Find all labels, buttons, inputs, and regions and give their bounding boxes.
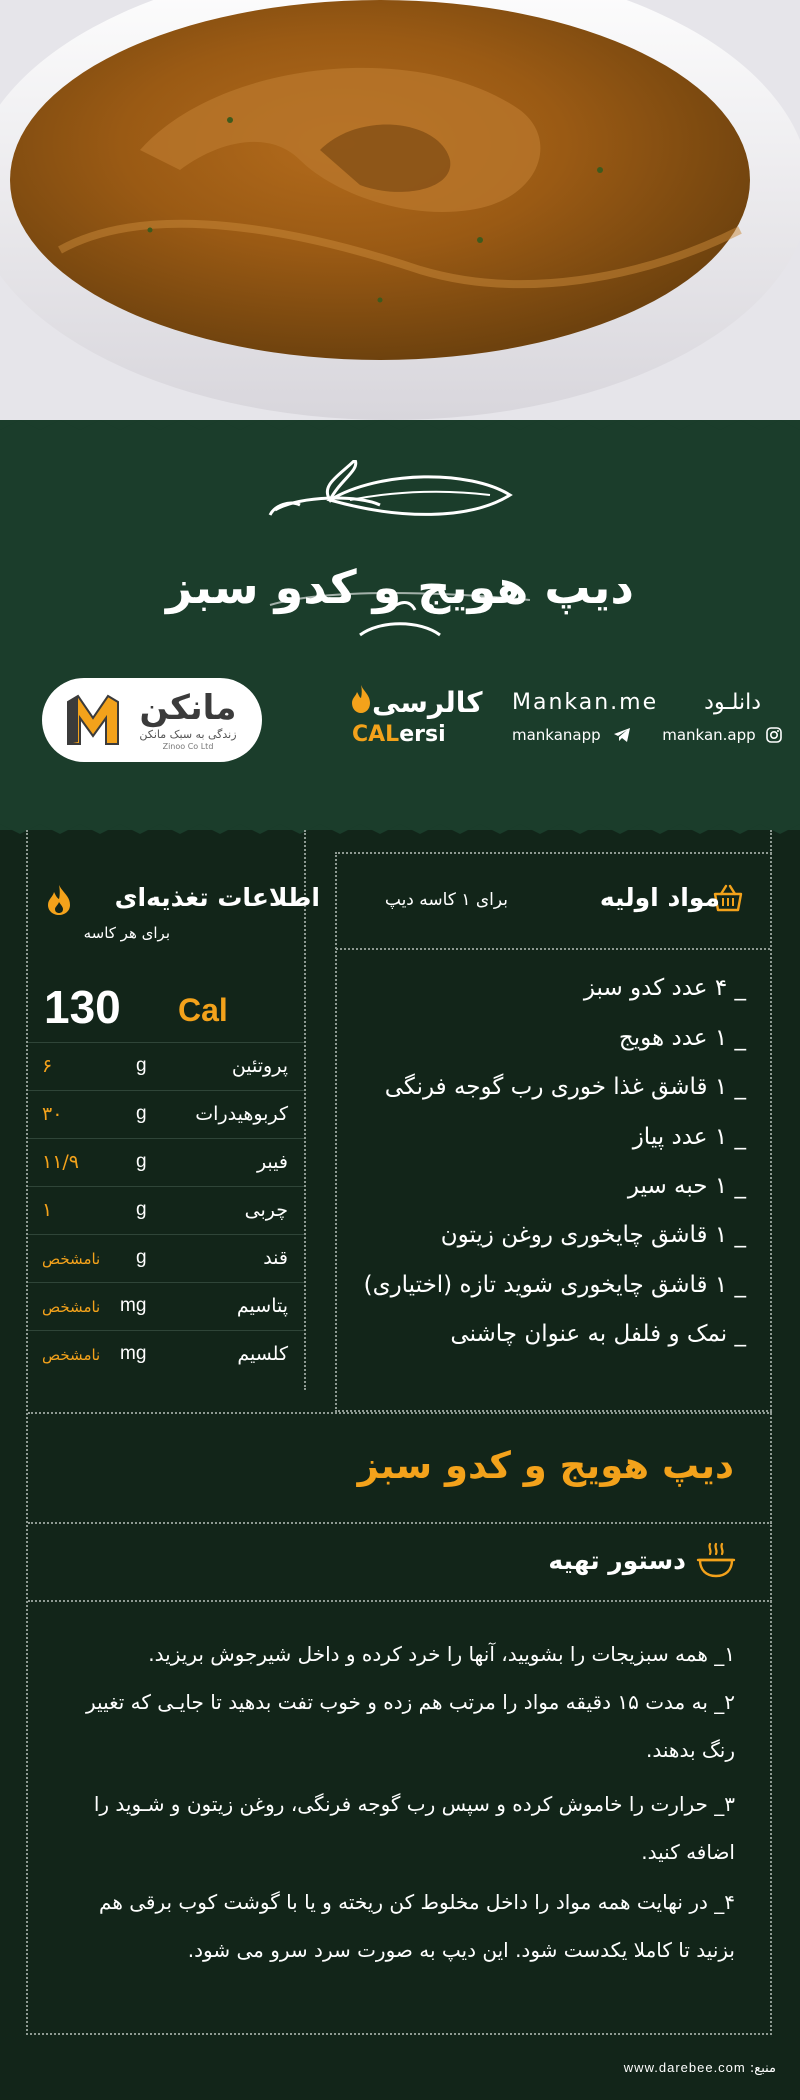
nutrient-unit: g	[136, 1151, 147, 1172]
nutrient-name: پتاسیم	[236, 1295, 288, 1317]
nutrient-name: کلسیم	[237, 1343, 288, 1365]
calorie-value: 130	[44, 981, 121, 1033]
calersi-logo-fa: کالرسی	[372, 686, 483, 719]
mankan-logo-sub: Zinoo Co Ltd	[162, 742, 214, 751]
nutrition-row	[28, 1282, 304, 1330]
list-item: _ ۱ قاشق چایخوری روغن زیتون	[440, 1222, 746, 1248]
nutrient-unit: mg	[120, 1343, 147, 1364]
ingredients-serving: برای ۱ کاسه دیپ	[384, 890, 508, 910]
nutrient-value: ۱۱/۹	[42, 1151, 80, 1173]
section-divider	[28, 1412, 772, 1414]
nutrient-unit: g	[136, 1103, 147, 1124]
flame-icon	[46, 884, 72, 916]
list-item: _ ۱ حبه سیر	[627, 1173, 746, 1199]
nutrition-row	[28, 1186, 304, 1234]
nutrition-row	[28, 1330, 304, 1378]
list-item: _ ۱ عدد پیاز	[632, 1124, 746, 1150]
nutrient-value: ۱	[42, 1199, 53, 1221]
zigzag-edge-top	[0, 420, 800, 446]
nutrition-title: اطلاعات تغذیه‌ای	[114, 883, 320, 912]
ingredients-title: مواد اولیه	[599, 883, 720, 912]
download-site[interactable]: Mankan.me	[512, 690, 659, 715]
source-credit	[600, 2060, 776, 2076]
cooking-pot-icon	[696, 1540, 736, 1580]
list-item: _ ۱ قاشق چایخوری شوید تازه (اختیاری)	[363, 1272, 746, 1298]
social-line	[512, 725, 760, 747]
page-title: دیپ هویج و کدو سبز	[166, 560, 634, 614]
nutrition-row	[28, 1234, 304, 1282]
recipe-step: ۱_ همه سبزیجات را بشویید، آنها را خرد کرده و داخل شیرجوش بریزید.	[148, 1642, 735, 1666]
section-divider	[28, 1522, 772, 1524]
nutrition-row	[28, 1090, 304, 1138]
list-item: _ ۴ عدد کدو سبز	[583, 975, 746, 1001]
calorie-unit: Cal	[178, 992, 228, 1028]
download-line	[512, 690, 760, 715]
nutrition-subtitle: برای هر کاسه	[83, 924, 170, 942]
mankan-logo-name: مانکن	[139, 688, 237, 728]
telegram-handle[interactable]: mankanapp	[512, 725, 601, 744]
nutrient-name: کربوهیدرات	[195, 1103, 288, 1125]
nutrient-name: پروتئین	[231, 1055, 288, 1077]
nutrient-unit: g	[136, 1247, 147, 1268]
mankan-logo-mark-icon	[64, 692, 122, 748]
telegram-icon[interactable]	[613, 727, 631, 743]
nutrition-row	[28, 1138, 304, 1186]
calersi-logo-en-suffix: ersi	[399, 722, 446, 747]
mankan-logo	[42, 678, 262, 762]
nutrient-unit: mg	[120, 1295, 147, 1316]
recipe-step: ۴_ در نهایت همه مواد را داخل مخلوط کن ریخته و یا با گوشت کوب برقی هم بزنید تا کاملا یکدست شود. این دیپ به صورت سرد سرو می شود.	[99, 1890, 735, 1962]
nutrient-name: فیبر	[256, 1151, 288, 1173]
nutrient-unit: g	[136, 1055, 147, 1076]
nutrient-name: قند	[263, 1247, 288, 1269]
nutrient-value: نامشخص	[42, 1346, 101, 1364]
source-url[interactable]: www.darebee.com	[623, 2060, 746, 2075]
recipe-step: ۲_ به مدت ۱۵ دقیقه مواد را مرتب هم زده و خوب تفت بدهید تا جایـی که تغییر رنگ بدهند.	[86, 1690, 735, 1762]
list-item: _ نمک و فلفل به عنوان چاشنی	[450, 1321, 746, 1347]
hero-photo	[0, 0, 800, 445]
list-item: _ ۱ عدد هویج	[618, 1025, 746, 1051]
nutrient-unit: g	[136, 1199, 147, 1220]
calersi-logo-en-prefix: CAL	[352, 722, 400, 747]
download-label: دانلـود	[704, 690, 762, 715]
nutrient-value: نامشخص	[42, 1298, 101, 1316]
nutrient-value: ۳۰	[42, 1103, 63, 1125]
section-divider	[28, 1600, 772, 1602]
instagram-handle[interactable]: mankan.app	[662, 725, 756, 744]
steps-title: دستور تهیه	[548, 1546, 686, 1575]
ingredients-divider	[336, 948, 770, 950]
calersi-flame-icon	[350, 684, 372, 714]
recipe-step: ۳_ حرارت را خاموش کرده و سپس رب گوجه فرنگی، روغن زیتون و شـوید را اضافه کنید.	[93, 1792, 735, 1864]
mankan-logo-tagline: زندگی به سبک مانکن	[139, 728, 237, 741]
instagram-icon[interactable]	[766, 727, 782, 743]
nutrition-row	[28, 1042, 304, 1090]
nutrient-value: نامشخص	[42, 1250, 101, 1268]
nutrient-name: چربی	[244, 1199, 288, 1221]
source-label: منبع:	[749, 2061, 776, 2076]
recipe-title: دیپ هویج و کدو سبز	[357, 1444, 734, 1487]
list-item: _ ۱ قاشق غذا خوری رب گوجه فرنگی	[384, 1074, 746, 1100]
nutrient-value: ۶	[42, 1055, 53, 1077]
calersi-logo-en	[352, 722, 446, 747]
